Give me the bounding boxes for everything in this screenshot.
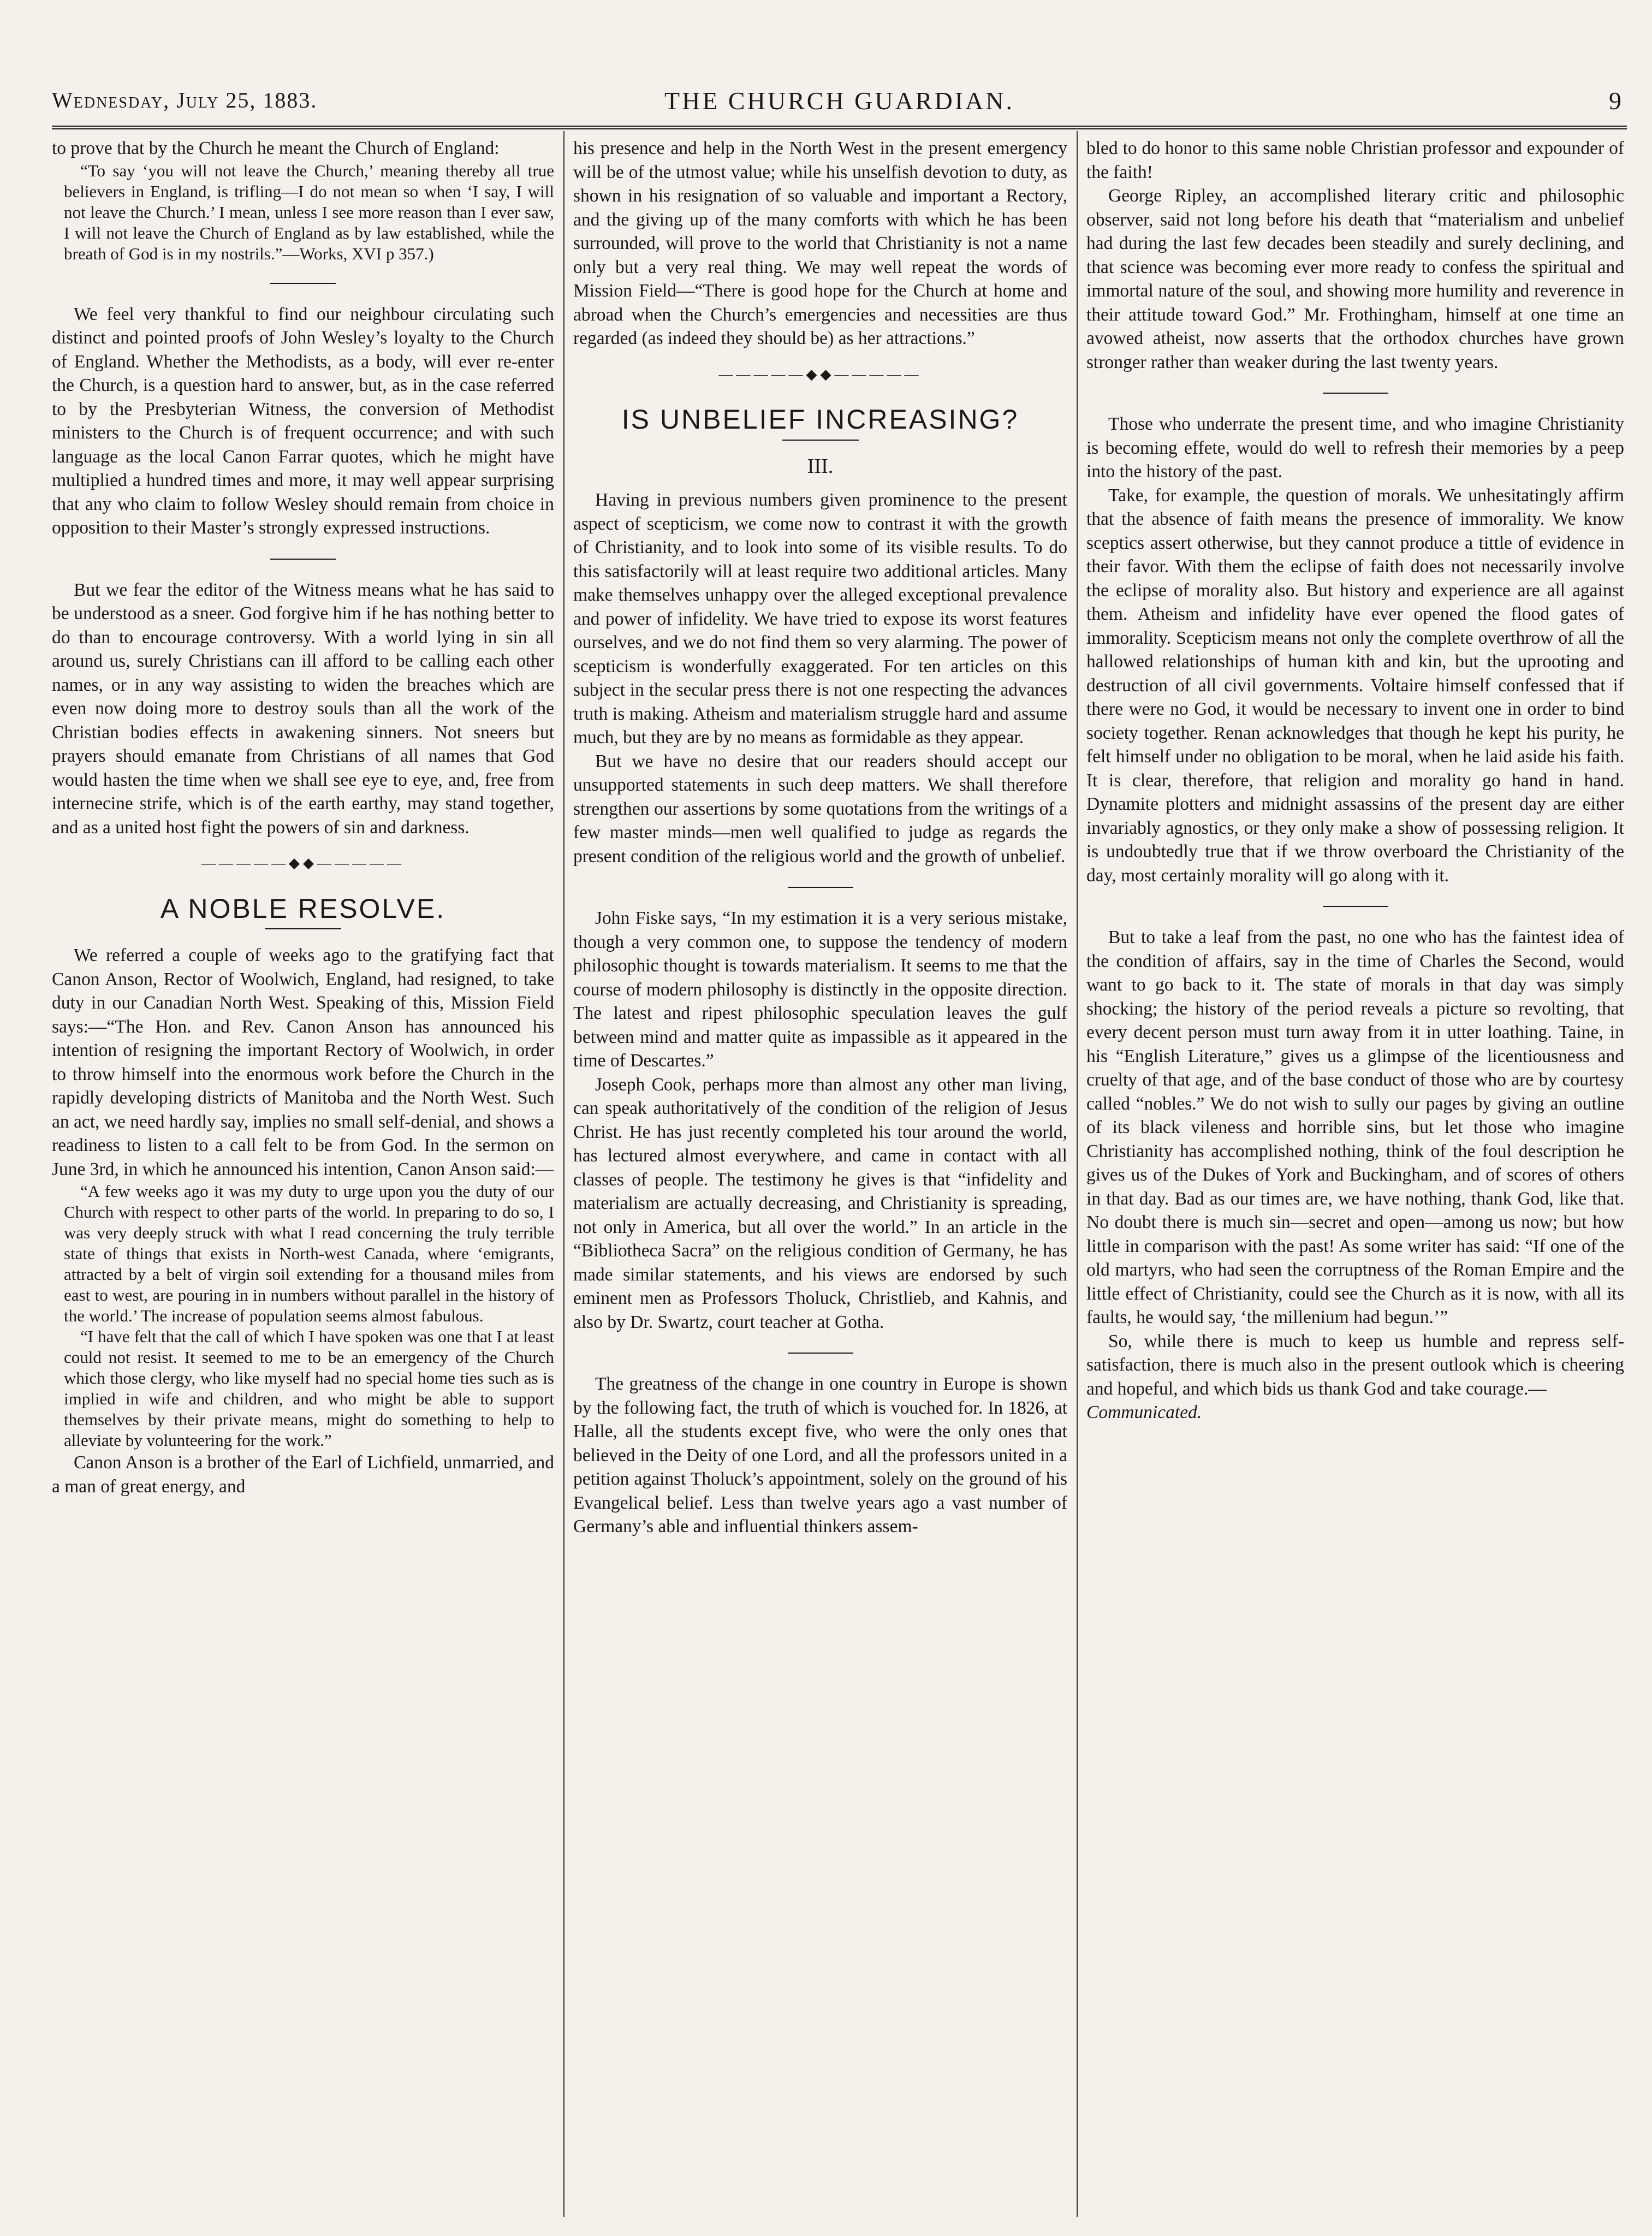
column-2 xyxy=(573,137,1067,2211)
ornament-divider: —————◆◆————— xyxy=(201,855,405,871)
paragraph: George Ripley, an accomplished literary critic and philosophic observer, said not long before his death that “materialism and unbelief had during the last few decades been steadily and surely declining, and that science was becoming ever more ready to confess the spiritual and immortal nature of the soul, and showing more humility and reverence in their attitude toward God.” Mr. Frothingham, himself at one time an avowed atheist, now asserts that the orthodox churches have grown stronger rather than weaker during the last twenty years. xyxy=(1086,186,1624,372)
separator-rule xyxy=(1323,906,1388,907)
wesley-quote: “To say ‘you will not leave the Church,’ meaning thereby all true believers in England, is trifling—I do not mean so when ‘I say, I will not leave the Church.’ I mean, unless I see more reason than I ever saw, I will not leave the Church of England as by law established, while the breath of God is in my nostrils.”—Works, XVI p 357.) xyxy=(64,161,554,263)
masthead xyxy=(52,82,1627,129)
paragraph: bled to do honor to this same noble Christian professor and expounder of the faith! xyxy=(1086,138,1624,182)
anson-quote: “I have felt that the call of which I have spoken was one that I at least could not resist. It seemed to me to be an emergency of the Church which those clergy, who like myself had no special home ties such as is implied in wife and children, and who might be able to support themselves by their private means, might do something to help to alleviate by volunteering for the work.” xyxy=(64,1327,554,1450)
paragraph: his presence and help in the North West in the present emergency will be of the utmost value; while his unselfish devotion to duty, as shown in his resignation of so valuable and important a Rectory, and the giving up of the many comforts with which he has been surrounded, will prove to the world that Christianity is not a name only but a very real thing. We may well repeat the words of Mission Field—“There is good hope for the Church at home and abroad when the Church’s emergencies and necessities are thus regarded (as indeed they should be) as her attractions.” xyxy=(573,138,1067,348)
separator-rule xyxy=(265,928,341,929)
article-heading: IS UNBELIEF INCREASING? xyxy=(621,404,1019,435)
column-1 xyxy=(52,137,554,2211)
paragraph: Those who underrate the present time, and who imagine Christianity is becoming effete, would do well to refresh their memories by a peep into the history of the past. xyxy=(1086,414,1624,482)
newspaper-title: THE CHURCH GUARDIAN. xyxy=(664,87,1014,115)
signature-text: Communicated. xyxy=(1086,1402,1202,1422)
paragraph: John Fiske says, “In my estimation it is a very serious mistake, though a very common one, to suppose the tendency of modern philosophic thought is towards materialism. It seems to me that the course of modern philosophy is distinctly in the opposite direction. The latest and ripest philosophic speculation leaves the gulf between mind and matter quite as impassible as it appeared in the time of Descartes.” xyxy=(573,908,1067,1071)
signature xyxy=(1086,1401,1624,1425)
article-heading: A NOBLE RESOLVE. xyxy=(160,893,446,924)
paragraph: But we fear the editor of the Witness means what he has said to be understood as a sneer. God forgive him if he has nothing better to do than to encourage controversy. With a world lying in sin all around us, surely Christians can ill afford to be calling each other names, or in any way assisting to widen the breaches which are even now doing more to destroy souls than all the work of the Christian bodies effects in awakening sinners. Not sneers but prayers should emanate from Christians of all names that God would hasten the time when we shall see eye to eye, and, free from internecine strife, which is of the earth earthy, may stand together, and as a united host fight the powers of sin and darkness. xyxy=(52,579,554,838)
column-rule xyxy=(1077,131,1078,2217)
paragraph: But to take a leaf from the past, no one who has the faintest idea of the condition of affairs, say in the time of Charles the Second, would want to go back to it. The state of morals in that day was simply shocking; the history of the period reveals a picture so revolting, that every decent person must turn away from it in utter loathing. Taine, in his “English Literature,” gives us a glimpse of the licentiousness and cruelty of that age, and of the base conduct of those who are by courtesy called “nobles.” We do not wish to sully our pages by giving an outline of its black vileness and horrible sins, but let those who imagine Christianity has accomplished nothing, think of the foul description he gives us of the Dukes of York and Buckingham, and of scores of others in that day. Bad as our times are, we have nothing, thank God, like that. No doubt there is much sin—secret and open—among us now; but how little in comparison with the past! As some writer has said: “If one of the old martyrs, who had seen the corruptness of the Roman Empire and the little effect of Christianity, could see the Church as it is now, with all its faults, he would say, ‘the millenium had begun.’” xyxy=(1086,927,1624,1327)
anson-quote: “A few weeks ago it was my duty to urge upon you the duty of our Church with respect to other parts of the world. In preparing to do so, I was very deeply struck with what I read concerning the truly terrible state of things that exists in North-west Canada, where ‘emigrants, attracted by a belt of virgin soil extending for a thousand miles from east to west, are pouring in in numbers without parallel in the history of the world.’ The increase of population seems almost fabulous. xyxy=(64,1182,554,1325)
paragraph: We referred a couple of weeks ago to the gratifying fact that Canon Anson, Rector of Woolwich, England, had resigned, to take duty in our Canadian North West. Speaking of this, Mission Field says:—“The Hon. and Rev. Canon Anson has announced his intention of resigning the important Rectory of Woolwich, in order to throw himself into the enormous work before the Church in the rapidly developing districts of Manitoba and the North West. Such an act, we need hardly say, implies no small self-denial, and shows a readiness to listen to a call felt to be from God. In the sermon on June 3rd, in which he announced his intention, Canon Anson said:— xyxy=(52,945,554,1179)
paragraph: Take, for example, the question of morals. We unhesitatingly affirm that the absence of faith means the presence of immorality. We know sceptics assert otherwise, but they cannot produce a tittle of evidence in their favor. With them the eclipse of faith does not necessarily involve the eclipse of morality also. But history and experience are all against them. Atheism and infidelity have ever opened the flood gates of immorality. Scepticism means not only the complete overthrow of all the hallowed relationships of human kith and kin, but the uprooting and destruction of all civil governments. Voltaire himself confessed that if there were no God, it would be necessary to invent one in order to bind society together. Renan acknowledges that though he kept his purity, he felt himself under no obligation to be moral, when he laid aside his faith. It is clear, therefore, that religion and morality go hand in hand. Dynamite plotters and midnight assassins of the present day are either invariably agnostics, or they only make a show of possessing religion. It is undoubtedly true that if we throw overboard the Christianity of the day, most certainly morality will go along with it. xyxy=(1086,485,1624,886)
separator-rule xyxy=(788,887,853,888)
column-3 xyxy=(1086,137,1624,2211)
page-number: 9 xyxy=(1609,87,1621,115)
paragraph: Canon Anson is a brother of the Earl of Lichfield, unmarried, and a man of great energy, and xyxy=(52,1452,554,1497)
separator-rule xyxy=(1323,393,1388,394)
paragraph: So, while there is much to keep us humble and repress self-satisfaction, there is much also in the present outlook which is cheering and hopeful, and which bids us thank God and take courage.— xyxy=(1086,1331,1624,1399)
ornament-divider: —————◆◆————— xyxy=(718,366,922,382)
issue-date: Wednesday, July 25, 1883. xyxy=(52,88,318,112)
column-rule xyxy=(563,131,564,2217)
part-numeral: III. xyxy=(807,454,834,478)
separator-rule xyxy=(270,559,336,560)
paragraph: Having in previous numbers given prominence to the present aspect of scepticism, we come now to contrast it with the growth of Christianity, and to look into some of its visible results. To do this satisfactorily will at least require two additional articles. Many make themselves unhappy over the alleged exceptional prevalence and power of infidelity. We have tried to expose its worst features ourselves, and we do not find them so very alarming. The power of scepticism is wonderfully exaggerated. For ten articles on this subject in the secular press there is not one respecting the advances truth is making. Atheism and materialism struggle hard and assume much, but they are by no means as formidable as they appear. xyxy=(573,490,1067,748)
paragraph: to prove that by the Church he meant the Church of England: xyxy=(52,138,500,158)
separator-rule xyxy=(270,283,336,284)
separator-rule xyxy=(788,1353,853,1354)
paragraph: But we have no desire that our readers should accept our unsupported statements in such deep matters. We shall therefore strengthen our assertions by some quotations from the writings of a few master minds—men well qualified to judge as regards the present condition of the religious world and the growth of unbelief. xyxy=(573,751,1067,867)
separator-rule xyxy=(782,440,859,441)
paragraph: Joseph Cook, perhaps more than almost any other man living, can speak authoritatively of the condition of the religion of Jesus Christ. He has just recently completed his tour around the world, has lectured almost everywhere, and came in contact with all classes of people. The testimony he gives is that “infidelity and materialism are actually decreasing, and Christianity is spreading, not only in America, but all over the world.” In an article in the “Bibliotheca Sacra” on the religious condition of Germany, he has made similar statements, and his views are endorsed by such eminent men as Professors Tholuck, Christlieb, and Kahnis, and also by Dr. Swartz, court teacher at Gotha. xyxy=(573,1074,1067,1332)
paragraph: We feel very thankful to find our neighbour circulating such distinct and pointed proofs of John Wesley’s loyalty to the Church of England. Whether the Methodists, as a body, will ever re-enter the Church, is a question hard to answer, but, as in the case referred to by the Presbyterian Witness, the conversion of Methodist ministers to the Church is of frequent occurrence; and with such language as the local Canon Farrar quotes, which he might have multiplied a hundred times and more, it may well appear surprising that any who claim to follow Wesley should remain from choice in opposition to their Master’s strongly expressed instructions. xyxy=(52,304,554,538)
paragraph: The greatness of the change in one country in Europe is shown by the following fact, the truth of which is vouched for. In 1826, at Halle, all the students except five, who were the only ones that believed in the Deity of one Lord, and all the professors united in a petition against Tholuck’s appointment, solely on the ground of his Evangelical belief. Less than twelve years ago a vast number of Germany’s able and influential thinkers assem- xyxy=(573,1374,1067,1537)
